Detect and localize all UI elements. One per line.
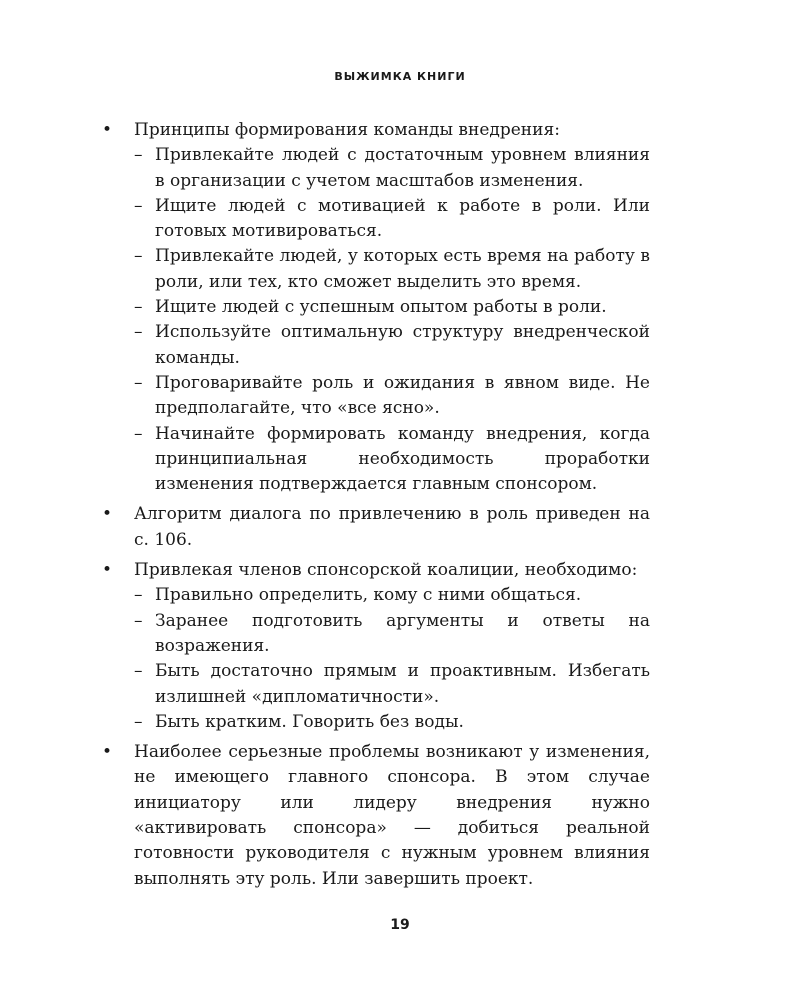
dash-item [100, 371, 650, 422]
dash-text: Правильно определить, кому с ними общаться. [155, 585, 582, 606]
bullet-text: Привлекая членов спонсорской коалиции, необходимо: [134, 560, 638, 581]
bullet-section [100, 740, 650, 892]
dash-mark: – [134, 246, 143, 267]
dash-item [100, 295, 650, 320]
bullet-section [100, 558, 650, 735]
dash-mark: – [134, 661, 143, 682]
bullet-section [100, 502, 650, 553]
dash-mark: – [134, 711, 143, 732]
dash-text: Быть кратким. Говорить без воды. [155, 711, 464, 732]
dash-text: Начинайте формировать команду внедрения, когда принципиальная необходимость проработки изменения подтверждается главным спонсором. [155, 423, 650, 495]
page-number: 19 [390, 917, 410, 933]
dash-mark: – [134, 423, 143, 444]
bullet-mark: • [102, 120, 113, 140]
bullet-text: Принципы формирования команды внедрения: [134, 120, 560, 140]
bullet-text: Наиболее серьезные проблемы возникают у изменения, не имеющего главного спонсора. В этом случае инициатору или лидеру внедрения нужно «активировать спонсора» — добиться реальной готовности руководителя с нужным уровнем влияния выполнять эту роль. Или завершить проект. [134, 742, 650, 889]
dash-text: Заранее подготовить аргументы и ответы на возражения. [155, 610, 650, 656]
dash-item [100, 583, 650, 608]
bullet-mark: • [102, 742, 113, 763]
dash-mark: – [134, 297, 143, 318]
bullet-item [100, 502, 650, 553]
dash-item [100, 710, 650, 735]
bullet-item [100, 740, 650, 892]
dash-mark: – [134, 372, 143, 393]
bullet-section [100, 118, 650, 497]
dash-text: Ищите людей с успешным опытом работы в роли. [155, 297, 607, 318]
dash-text: Быть достаточно прямым и проактивным. Избегать излишней «дипломатичности». [155, 661, 650, 707]
page-body [100, 118, 650, 897]
dash-text: Привлекайте людей с достаточным уровнем влияния в организации с учетом масштабов изменения. [155, 145, 650, 191]
bullet-item [100, 558, 650, 583]
dash-item [100, 422, 650, 498]
running-header: ВЫЖИМКА КНИГИ [334, 70, 466, 83]
dash-text: Привлекайте людей, у которых есть время на работу в роли, или тех, кто сможет выделить это время. [155, 246, 650, 292]
dash-item [100, 659, 650, 710]
dash-mark: – [134, 322, 143, 343]
dash-text: Проговаривайте роль и ожидания в явном виде. Не предполагайте, что «все ясно». [155, 372, 650, 419]
dash-item [100, 609, 650, 660]
dash-item [100, 320, 650, 371]
dash-item [100, 143, 650, 194]
dash-text: Ищите людей с мотивацией к работе в роли. Или готовых мотивироваться. [155, 195, 650, 242]
dash-mark: – [134, 610, 143, 631]
dash-mark: – [134, 585, 143, 606]
dash-text: Используйте оптимальную структуру внедренческой команды. [155, 322, 650, 368]
dash-item [100, 194, 650, 245]
bullet-text: Алгоритм диалога по привлечению в роль приведен на с. 106. [134, 504, 650, 550]
bullet-item [100, 118, 650, 143]
dash-mark: – [134, 195, 143, 216]
bullet-mark: • [102, 560, 113, 581]
bullet-mark: • [102, 504, 113, 525]
dash-item [100, 244, 650, 295]
dash-mark: – [134, 145, 143, 166]
